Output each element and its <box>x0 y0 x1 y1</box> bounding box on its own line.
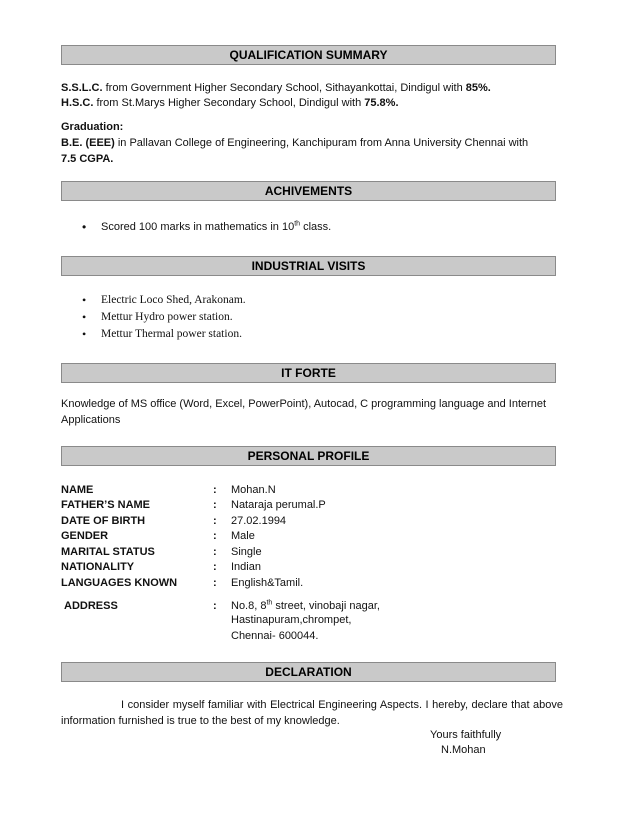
degree-line <box>61 137 528 149</box>
profile-value: Indian <box>231 561 261 573</box>
profile-label: NATIONALITY <box>61 561 135 573</box>
degree-label: B.E. (EEE) <box>61 137 115 149</box>
closing-text: Yours faithfully <box>430 729 502 741</box>
qualification-heading: QUALIFICATION SUMMARY <box>61 45 556 65</box>
profile-colon: : <box>213 530 217 542</box>
hsc-label: H.S.C. <box>61 97 94 109</box>
hsc-text: from St.Marys Higher Secondary School, Dindigul with <box>93 97 365 109</box>
profile-value: Single <box>231 546 262 558</box>
profile-row-address <box>61 600 541 650</box>
address-line-1-end: street, vinobaji nagar, <box>272 600 380 612</box>
list-item: • Electric Loco Shed, Arakonam. <box>82 292 246 309</box>
profile-value: English&Tamil. <box>231 577 304 589</box>
profile-row-name <box>61 484 541 500</box>
sslc-line <box>61 82 491 94</box>
cgpa-line <box>61 153 113 165</box>
profile-label: LANGUAGES KNOWN <box>61 577 178 589</box>
hsc-score: 75.8%. <box>364 97 399 109</box>
address-sup: th <box>266 599 273 607</box>
declaration-heading: DECLARATION <box>61 662 556 682</box>
profile-value: Male <box>231 530 255 542</box>
address-line-2: Hastinapuram,chrompet, <box>231 614 352 626</box>
profile-value: 27.02.1994 <box>231 515 287 527</box>
address-line-1 <box>231 600 380 612</box>
profile-colon: : <box>213 499 217 511</box>
list-item <box>82 219 331 236</box>
profile-value: Mohan.N <box>231 484 276 496</box>
list-item: • Mettur Hydro power station. <box>82 309 246 326</box>
degree-text: in Pallavan College of Engineering, Kanchipuram from Anna University Chennai with <box>114 137 529 149</box>
address-label: ADDRESS <box>64 600 118 612</box>
profile-colon: : <box>213 546 217 558</box>
sslc-score: 85%. <box>465 82 491 94</box>
achievements-heading: ACHIVEMENTS <box>61 181 556 201</box>
profile-row-gender <box>61 530 541 546</box>
sslc-label: S.S.L.C. <box>61 82 103 94</box>
graduation-label <box>61 121 123 133</box>
profile-colon: : <box>213 515 217 527</box>
profile-label: FATHER’S NAME <box>61 499 151 511</box>
industrial-visits-heading: INDUSTRIAL VISITS <box>61 256 556 276</box>
declaration-text: I consider myself familiar with Electrical Engineering Aspects. I hereby, declare that above information furnished is true to the best of my knowledge. <box>61 699 563 727</box>
profile-colon: : <box>213 561 217 573</box>
achievement-text-end: class. <box>300 221 332 233</box>
achievement-sup: th <box>294 220 301 228</box>
achievement-text: Scored 100 marks in mathematics in 10 <box>101 221 295 233</box>
achievements-list <box>82 219 331 236</box>
address-line-3: Chennai- 600044. <box>231 630 319 642</box>
it-forte-line-1: Knowledge of MS office (Word, Excel, PowerPoint), Autocad, C programming language and Internet <box>61 398 547 410</box>
profile-row-dob <box>61 515 541 531</box>
cgpa-value: 7.5 CGPA. <box>61 153 114 165</box>
it-forte-heading: IT FORTE <box>61 363 556 383</box>
personal-profile-heading: PERSONAL PROFILE <box>61 446 556 466</box>
profile-label: DATE OF BIRTH <box>61 515 146 527</box>
signature-name: N.Mohan <box>441 744 486 756</box>
hsc-line <box>61 97 399 109</box>
profile-row-marital-status <box>61 546 541 562</box>
profile-colon: : <box>213 484 217 496</box>
address-line-1-start: No.8, 8 <box>231 600 267 612</box>
profile-row-nationality <box>61 561 541 577</box>
profile-label: GENDER <box>61 530 109 542</box>
graduation-label-text: Graduation: <box>61 121 124 133</box>
list-item: • Mettur Thermal power station. <box>82 326 246 343</box>
profile-value: Nataraja perumal.P <box>231 499 326 511</box>
profile-label: MARITAL STATUS <box>61 546 155 558</box>
profile-colon: : <box>213 577 217 589</box>
profile-colon: : <box>213 600 217 612</box>
it-forte-line-2: Applications <box>61 414 121 426</box>
industrial-visits-list <box>82 292 246 343</box>
profile-row-languages <box>61 577 541 593</box>
sslc-text: from Government Higher Secondary School, Sithayankottai, Dindigul with <box>102 82 466 94</box>
profile-label: NAME <box>61 484 94 496</box>
profile-row-father-name <box>61 499 541 515</box>
